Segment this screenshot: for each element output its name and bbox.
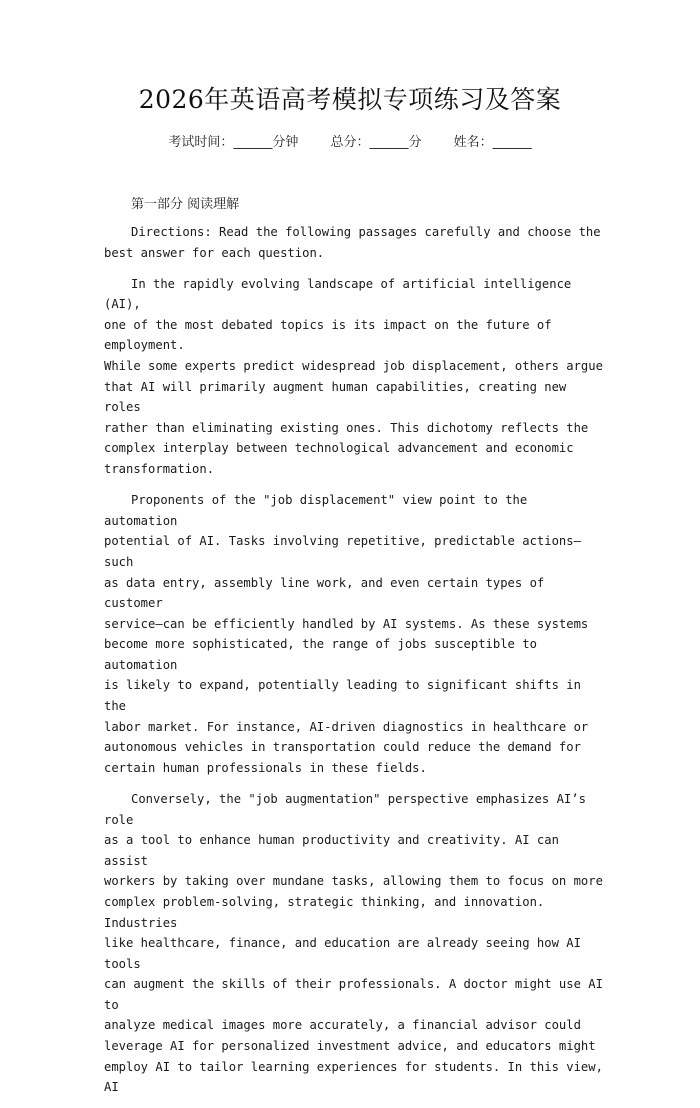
section-heading: 第一部分 阅读理解: [131, 197, 240, 212]
student-name-field: 姓名：______: [453, 135, 532, 150]
passage-paragraph: Conversely, the "job augmentation" perspective emphasizes AI’s role as a tool to enhance human productivity and creativity. AI can assist workers by taking over mundane tasks, allowing them to focus on more complex problem-solving, strategic thinking, and innovation. Industries like healthcare, finance, and education are already seeing how AI tools can augment the skills of their professionals. A doctor might use AI to analyze medical images more accurately, a financial advisor could leverage AI for personalized investment advice, and educators might employ AI to tailor learning experiences for students. In this view, AI: [104, 791, 603, 1095]
reading-passage: [104, 222, 604, 1108]
exam-time-field: 考试时间：______分钟: [168, 135, 299, 150]
passage-paragraph: In the rapidly evolving landscape of artificial intelligence (AI), one of the most debated topics is its impact on the future of employment. While some experts predict widespread job displacement, others argue that AI will primarily augment human capabilities, creating new roles rather than eliminating existing ones. This dichotomy reflects the complex interplay between technological advancement and economic transformation.: [104, 276, 603, 477]
exam-meta-line: [0, 131, 700, 150]
directions-paragraph: Directions: Read the following passages carefully and choose the best answer for each question.: [104, 225, 601, 260]
total-score-field: 总分：______分: [330, 135, 422, 150]
document-title: 2026年英语高考模拟专项练习及答案: [138, 85, 562, 114]
passage-paragraph: Proponents of the "job displacement" view point to the automation potential of AI. Tasks involving repetitive, predictable actions—such as data entry, assembly line work, and even certain types of customer service—can be efficiently handled by AI systems. As these systems become more sophisticated, the range of jobs susceptible to automation is likely to expand, potentially leading to significant shifts in the labor market. For instance, AI-driven diagnostics in healthcare or autonomous vehicles in transportation could reduce the demand for certain human professionals in these fields.: [104, 493, 589, 775]
